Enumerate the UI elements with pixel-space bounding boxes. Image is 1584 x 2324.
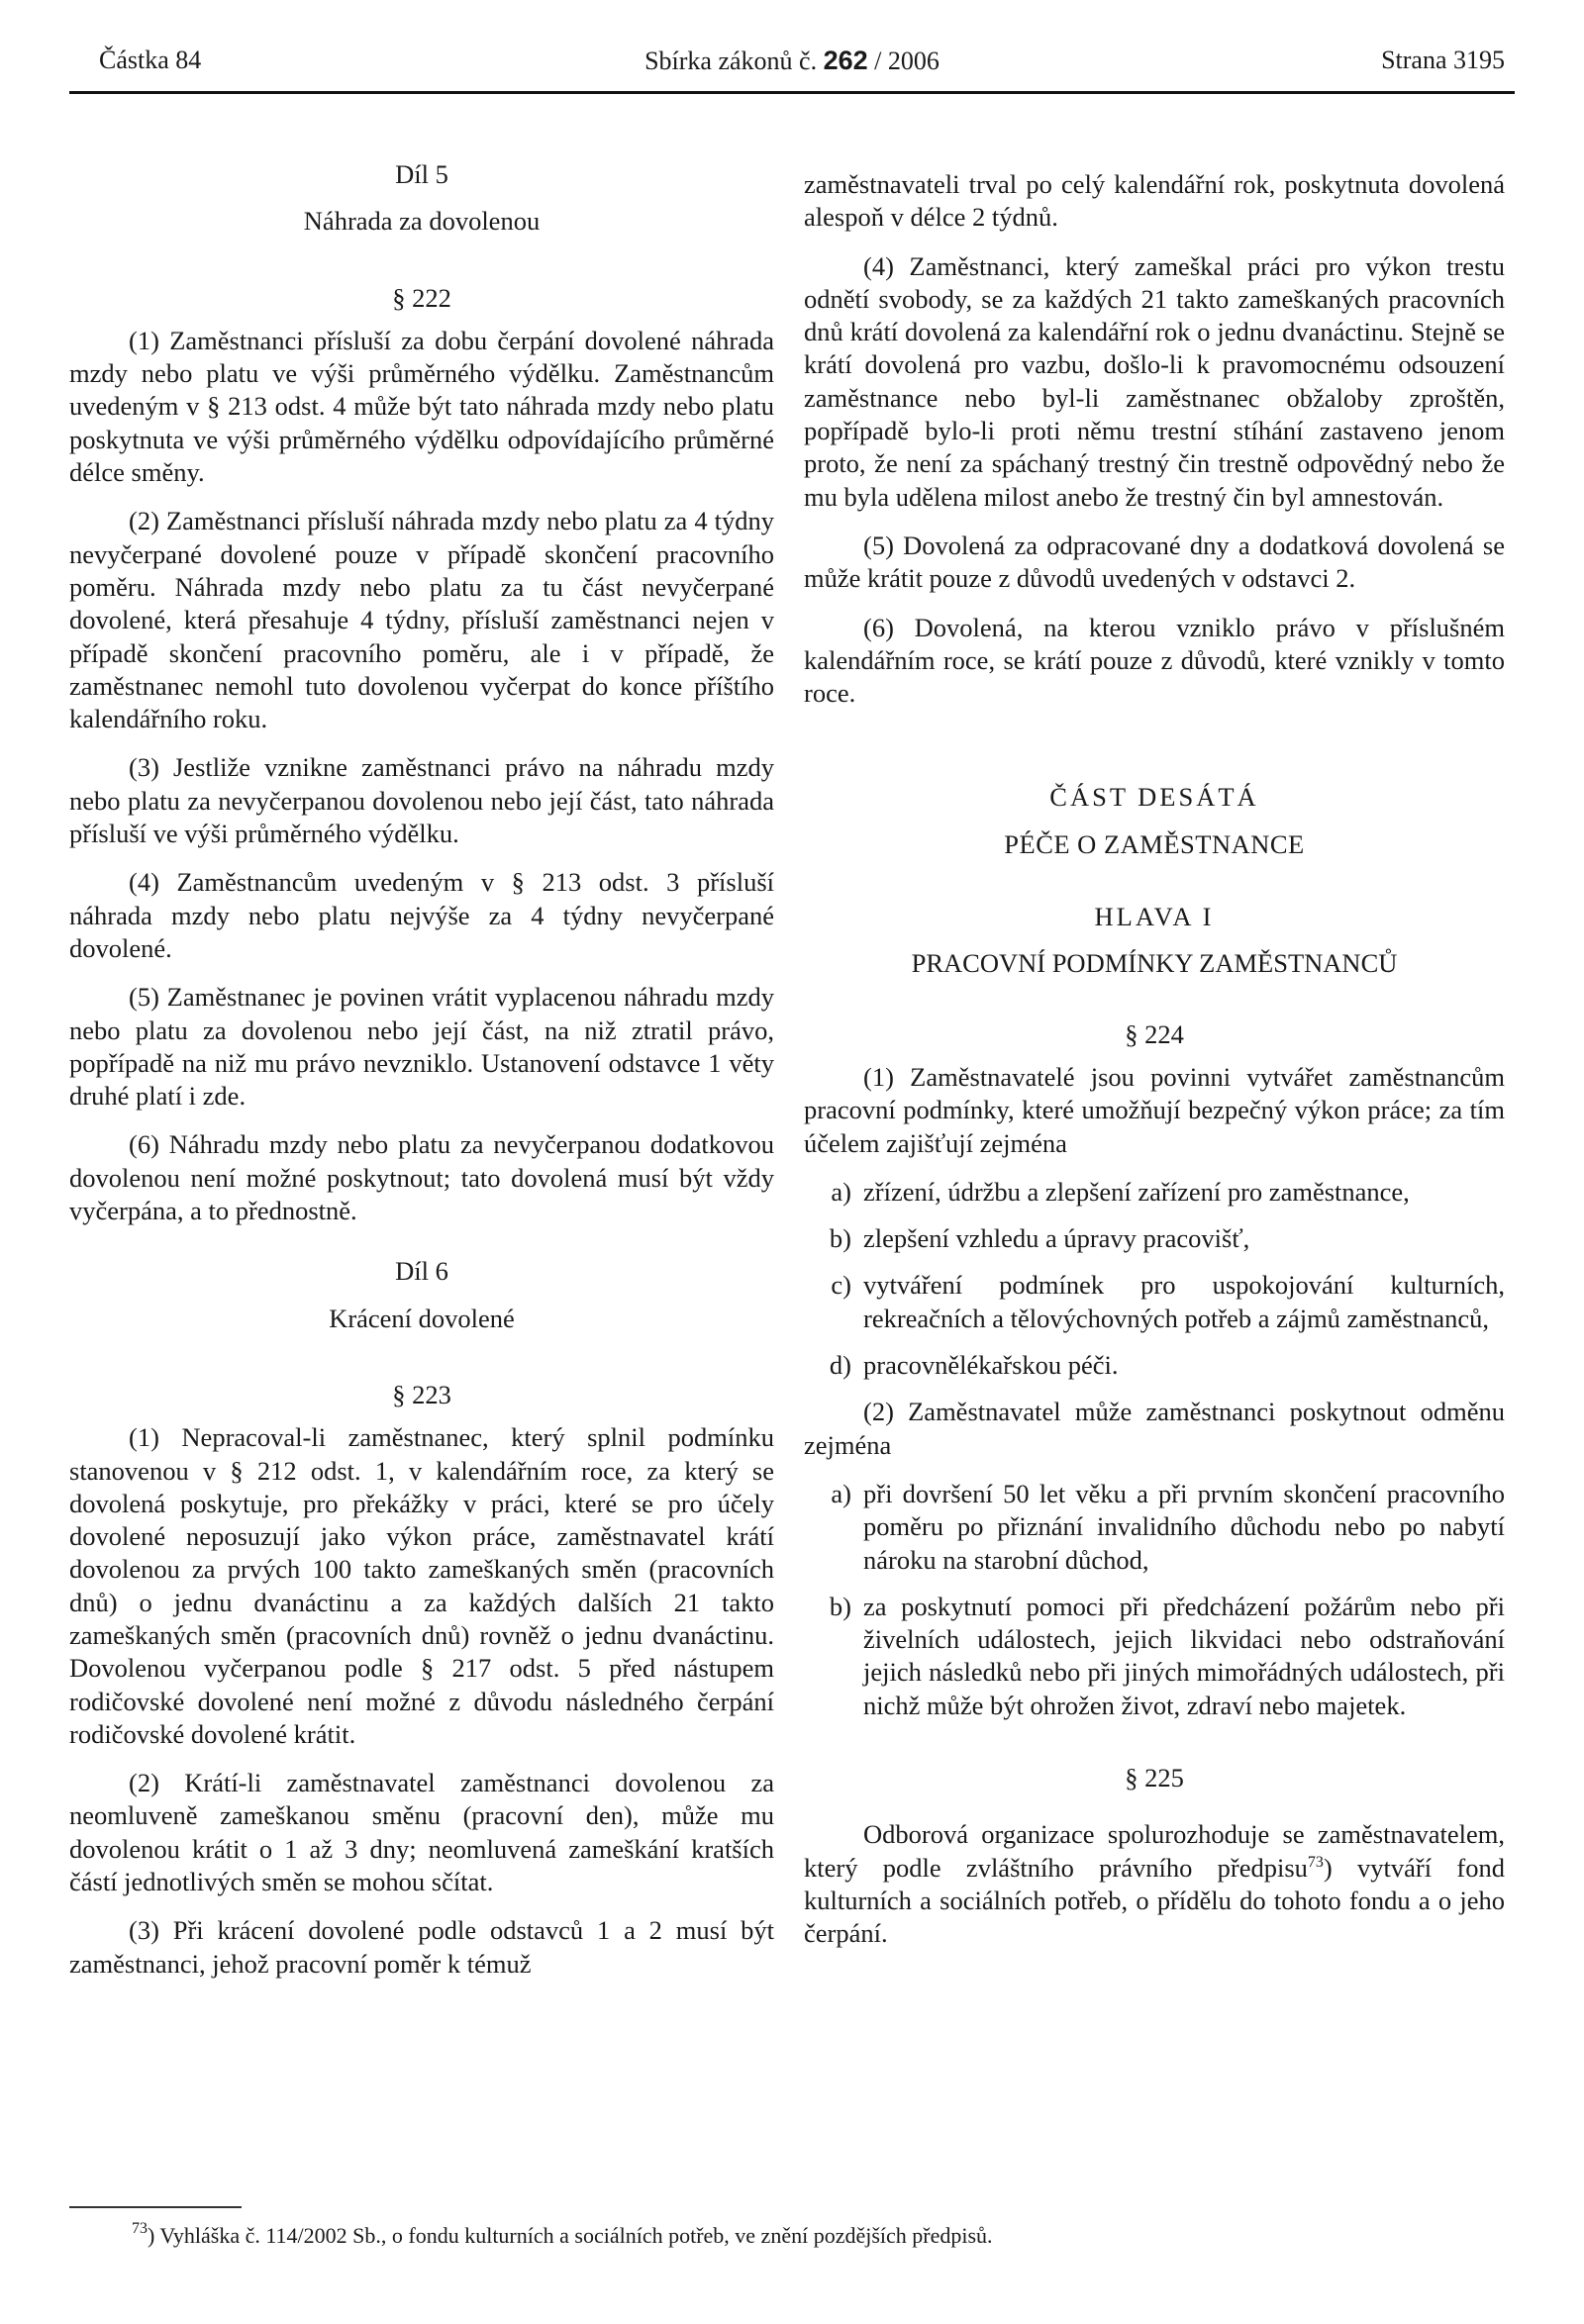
paragraph-continued: zaměstnavateli trval po celý kalendářní rok, poskytnuta dovolená alespoň v délce 2 týdnů. [804, 169, 1505, 233]
left-column [69, 158, 774, 1996]
part-label: Díl 5 [395, 159, 448, 189]
paragraph: (2) Krátí-li zaměstnavatel zaměstnanci dovolenou za neomluveně zameškanou směnu (pracovní den), může mu dovolenou krátit o 1 až 3 dny; neomluvená zameškání kratších částí jednotlivých směn se mohou sčítat. [69, 1768, 774, 1897]
list-item: a) při dovršení 50 let věku a při prvním skončení pracovního poměru po přiznání invalidního důchodu nebo po nabytí nároku na starobní důchod, [831, 1478, 1505, 1575]
list-item: b) zlepšení vzhledu a úpravy pracovišť, [829, 1223, 1250, 1254]
head-title: PRACOVNÍ PODMÍNKY ZAMĚSTNANCŮ [911, 948, 1398, 979]
section-heading: § 225 [1125, 1762, 1184, 1792]
paragraph: (1) Zaměstnavatelé jsou povinni vytvářet zaměstnancům pracovní podmínky, které umožňují bezpečný výkon práce; za tím účelem zajišťují zejména [804, 1061, 1505, 1158]
list-item: d) pracovnělékařskou péči. [829, 1350, 1119, 1381]
section-heading: § 224 [1125, 1018, 1184, 1049]
header-issue: Částka 84 [99, 46, 202, 74]
footnote: $^{73}$) Vyhláška č. 114/2002 Sb., o fondu kulturních a sociálních potřeb, ve znění pozdějších předpisů. [132, 2220, 993, 2248]
right-column [804, 168, 1505, 1966]
footnote-marker: 73 [132, 2220, 148, 2237]
paragraph: (4) Zaměstnancům uvedeným v § 213 odst. 3 přísluší náhrada mzdy nebo platu nejvýše za 4 týdny nevyčerpané dovolené. [69, 867, 774, 963]
chapter-label: ČÁST DESÁTÁ [1049, 782, 1259, 813]
chapter-title: PÉČE O ZAMĚSTNANCE [1004, 828, 1305, 859]
paragraph: (2) Zaměstnanci přísluší náhrada mzdy nebo platu za 4 týdny nevyčerpané dovolené pouze v případě skončení pracovního poměru. Náhrada mzdy nebo platu za tu část nevyčerpané dovolené, která přesahuje 4 týdny, přísluší zaměstnanci nejen v případě skončení pracovního poměru, ale i v případě, že zaměstnanec nemohl tuto dovolenou vyčerpat do konce příštího kalendářního roku. [69, 506, 774, 734]
paragraph: (6) Dovolená, na kterou vzniklo právo v příslušném kalendářním roce, se krátí pouze z důvodů, které vznikly v tomto roce. [804, 612, 1505, 709]
header-rule [69, 91, 1515, 94]
page-header [69, 46, 1515, 85]
head-label: HLAVA I [1094, 902, 1215, 932]
paragraph: (3) Jestliže vznikne zaměstnanci právo na náhradu mzdy nebo platu za nevyčerpanou dovolenou nebo její část, tato náhrada přísluší ve výši průměrného výdělku. [69, 752, 774, 849]
footnote-reference[interactable]: 73 [1307, 1853, 1324, 1871]
section-heading: § 222 [392, 282, 451, 313]
paragraph: (3) Při krácení dovolené podle odstavců 1 a 2 musí být zaměstnanci, jehož pracovní poměr k témuž [69, 1915, 774, 1979]
header-collection: Sbírka zákonů č. 262 / 2006 [644, 46, 940, 75]
paragraph: (5) Zaměstnanec je povinen vrátit vyplacenou náhradu mzdy nebo platu za dovolenou nebo její část, na niž ztratil právo, popřípadě na niž mu právo nevzniklo. Ustanovení odstavce 1 věty druhé platí i zde. [69, 982, 774, 1112]
law-number: 262 [823, 46, 868, 75]
footnote-rule [69, 2206, 242, 2208]
list-item: b) za poskytnutí pomoci při předcházení požárům nebo při živelních událostech, jejich likvidaci nebo odstraňování jejich následků nebo při jiných mimořádných událostech, při nichž může být ohrožen život, zdraví nebo majetek. [829, 1591, 1505, 1720]
paragraph: (1) Zaměstnanci přísluší za dobu čerpání dovolené náhrada mzdy nebo platu ve výši průměrného výdělku. Zaměstnancům uvedeným v § 213 odst. 4 může být tato náhrada mzdy nebo platu poskytnuta ve výši průměrného výdělku odpovídajícího průměrné délce směny. [69, 325, 774, 488]
part-title: Krácení dovolené [329, 1303, 515, 1333]
list-item: c) vytváření podmínek pro uspokojování kulturních, rekreačních a tělovýchovných potřeb a zájmů zaměstnanců, [831, 1270, 1505, 1333]
section-heading: § 223 [392, 1379, 451, 1409]
paragraph: (5) Dovolená za odpracované dny a dodatková dovolená se může krátit pouze z důvodů uvedených v odstavci 2. [804, 530, 1505, 594]
header-page: Strana 3195 [1381, 46, 1505, 74]
paragraph: (1) Nepracoval-li zaměstnanec, který splnil podmínku stanovenou v § 212 odst. 1, v kalendářním roce, za který se dovolená poskytuje, pro překážky v práci, které se pro účely dovolené neposuzují jako výkon práce, zaměstnavatel krátí dovolenou za prvých 100 takto zameškaných směn (pracovních dnů) o jednu dvanáctinu a za každých dalších 21 takto zameškaných směn (pracovních dnů) rovněž o jednu dvanáctinu. Dovolenou vyčerpanou podle § 217 odst. 5 před nástupem rodičovské dovolené není možné z důvodu následného čerpání rodičovské dovolené krátit. [69, 1422, 774, 1749]
paragraph: (2) Zaměstnavatel může zaměstnanci poskytnout odměnu zejména [804, 1397, 1505, 1460]
list-item: a) zřízení, údržbu a zlepšení zařízení pro zaměstnance, [831, 1176, 1410, 1207]
paragraph: (4) Zaměstnanci, který zameškal práci pro výkon trestu odnětí svobody, se za každých 21 takto zameškaných pracovních dnů krátí dovolená za kalendářní rok o jednu dvanáctinu. Stejně se krátí dovolená pro vazbu, došlo-li k pravomocnému odsouzení zaměstnance nebo byl-li zaměstnanec obžaloby zproštěn, popřípadě bylo-li proti němu trestní stíhání zastaveno jenom proto, že není za spáchaný trestný čin trestně odpovědný nebo že mu byla udělena milost anebo že trestný čin byl amnestován. [804, 250, 1505, 512]
part-title: Náhrada za dovolenou [303, 206, 541, 237]
paragraph: Odborová organizace spolurozhoduje se zaměstnavatelem, který podle zvláštního právního předpisu$^{73}$) vytváří fond kulturních a sociálních potřeb, o přídělu do tohoto fondu a o jeho čerpání. [804, 1819, 1505, 1949]
paragraph: (6) Náhradu mzdy nebo platu za nevyčerpanou dodatkovou dovolenou není možné poskytnout; tato dovolená musí být vždy vyčerpána, a to přednostně. [69, 1129, 774, 1226]
part-label: Díl 6 [395, 1256, 448, 1287]
